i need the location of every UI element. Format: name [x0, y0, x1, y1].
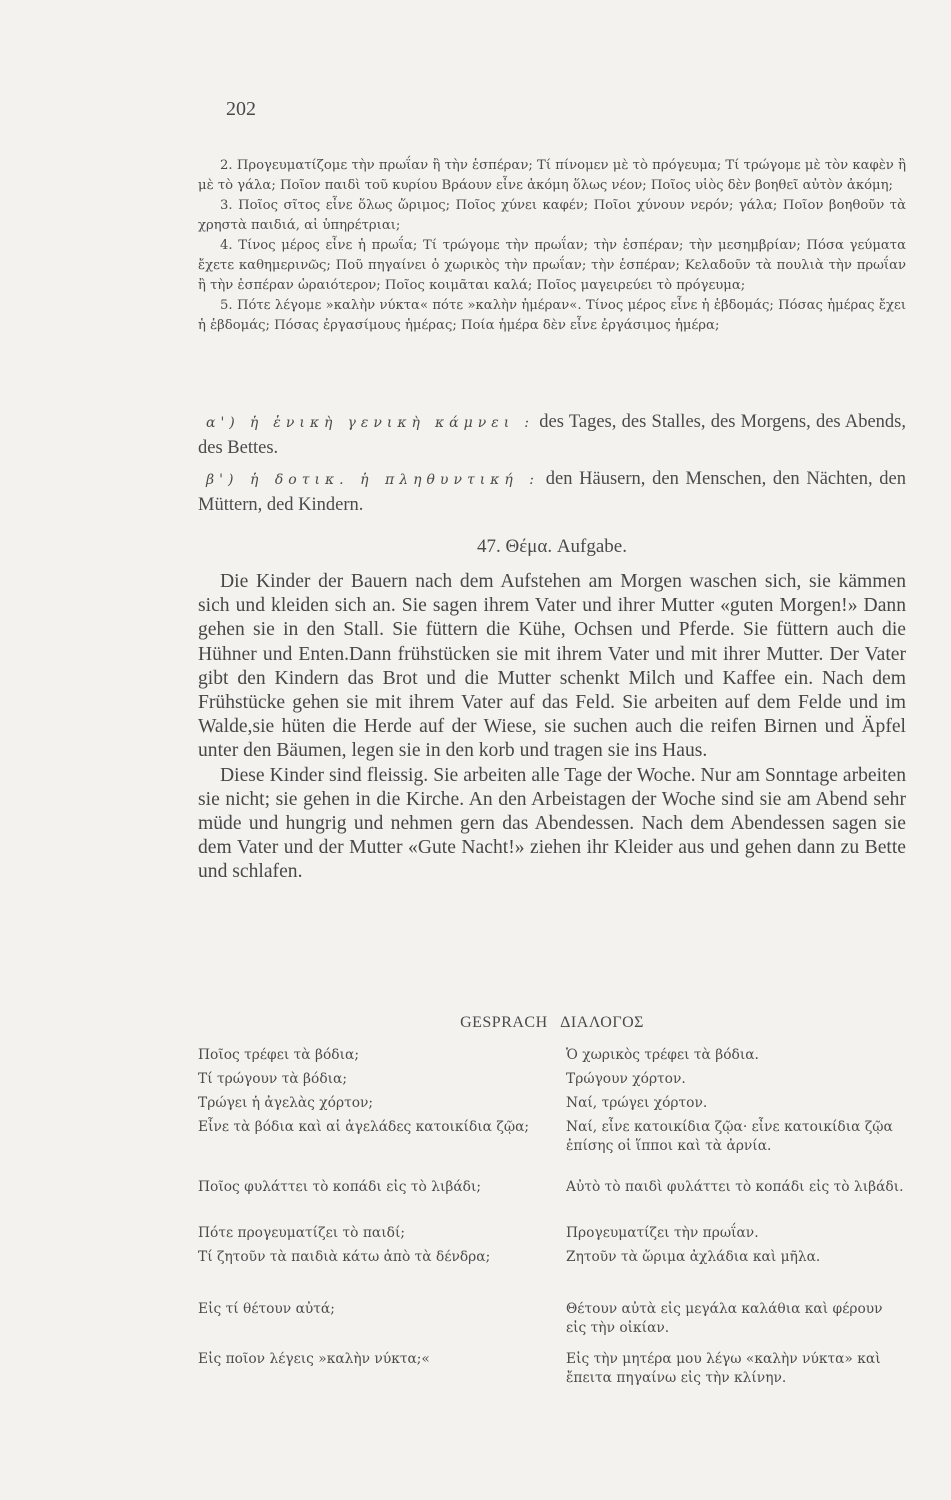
dialog-question: Τί τρώγουν τὰ βόδια;: [198, 1071, 348, 1087]
grammar-note-b: [198, 467, 906, 518]
dialog-question: Ποῖος τρέφει τὰ βόδια;: [198, 1047, 359, 1063]
german-paragraph: Die Kinder der Bauern nach dem Aufstehen am Morgen waschen sich, sie kämmen sich und kleiden sich an. Sie sagen ihrem Vater und ihrer Mutter «guten Morgen!» Dann gehen sie in den Stall. Sie füttern die Kühe, Ochsen und Pferde. Sie füttern auch die Hühner und Enten.Dann frühstücken sie mit ihrem Vater und mit ihrer Mutter. Der Vater gibt den Kindern das Brot und die Mutter schenkt Milch und Kaffee ein. Nach dem Frühstücke gehen sie mit ihrem Vater auf das Feld. Sie arbeiten auf dem Felde und im Walde,sie hüten die Herde auf der Wiese, sie suchen auch die reifen Birnen und Äpfel unter den Bäumen, legen sie in den korb und tragen sie ins Haus.: [198, 571, 906, 762]
dialog-question: Τί ζητοῦν τὰ παιδιὰ κάτω ἀπὸ τὰ δένδρα;: [198, 1249, 491, 1265]
dialog-question: Εἶνε τὰ βόδια καὶ αἱ ἀγελάδες κατοικίδια ζῷα;: [198, 1119, 530, 1135]
dialog-question: Ποῖος φυλάττει τὸ κοπάδι εἰς τὸ λιβάδι;: [198, 1179, 482, 1195]
greek-questions: [198, 156, 906, 336]
grammar-label-b: β') ἡ δοτικ. ἡ πληθυντική :: [206, 472, 540, 488]
question-paragraph: 2. Προγευματίζομε τὴν πρωΐαν ἢ τὴν ἑσπέραν; Τί πίνομεν μὲ τὸ πρόγευμα; Τί τρώγομε μὲ τὸν καφὲν ἢ μὲ τὸ γάλα; Ποῖον παιδὶ τοῦ κυρίου Βράουν εἶνε ἀκόμη ὅλως νέον; Ποῖος υἱὸς δὲν βοηθεῖ αὐτὸν ἀκόμη;: [198, 158, 906, 193]
grammar-text-a: des Tages, des Stalles, des Morgens, des Abends, des Bettes.: [198, 412, 906, 458]
grammar-note-a: [198, 410, 906, 461]
dialog-answer: Τρώγουν χόρτον.: [566, 1071, 686, 1087]
section-title: 47. Θέμα. Aufgabe.: [476, 536, 627, 557]
dialog-question: Τρώγει ἡ ἀγελὰς χόρτον;: [198, 1095, 374, 1111]
dialog-question: Εἰς τί θέτουν αὐτά;: [198, 1301, 335, 1317]
dialog-answer: Θέτουν αὐτὰ εἰς μεγάλα καλάθια καὶ φέρουν εἰς τὴν οἰκίαν.: [566, 1301, 883, 1336]
dialog-header: [198, 1014, 906, 1032]
dialog-question: Εἰς ποῖον λέγεις »καλὴν νύκτα;«: [198, 1351, 430, 1367]
dialog-question: Πότε προγευματίζει τὸ παιδί;: [198, 1225, 406, 1241]
question-paragraph: 3. Ποῖος σῖτος εἶνε ὅλως ὥριμος; Ποῖος χύνει καφέν; Ποῖοι χύνουν νερόν; γάλα; Ποῖον βοηθοῦν τὰ χρηστὰ παιδιά, αἱ ὑπηρέτριαι;: [198, 198, 906, 233]
grammar-label-a: α') ἡ ἑνικὴ γενικὴ κάμνει :: [206, 415, 535, 431]
dialog-answer: Εἰς τὴν μητέρα μου λέγω «καλὴν νύκτα» καὶ ἔπειτα πηγαίνω εἰς τὴν κλίνην.: [566, 1351, 881, 1386]
dialog-answer: Αὐτὸ τὸ παιδὶ φυλάττει τὸ κοπάδι εἰς τὸ λιβάδι.: [566, 1179, 904, 1195]
page-number: 202: [226, 98, 256, 120]
dialog-header-german: GESPRACH: [460, 1014, 548, 1031]
dialog-answer: Ζητοῦν τὰ ὥριμα ἀχλάδια καὶ μῆλα.: [566, 1249, 821, 1265]
dialog-answer: Ναί, εἶνε κατοικίδια ζῷα· εἶνε κατοικίδια ζῷα ἐπίσης οἱ ἵπποι καὶ τὰ ἀρνία.: [566, 1119, 893, 1154]
grammar-text-b: den Häusern, den Menschen, den Nächten, den Müttern, ded Kindern.: [198, 469, 907, 515]
dialog-answer: Ναί, τρώγει χόρτον.: [566, 1095, 708, 1111]
dialog-header-greek: ΔΙΑΛΟΓΟΣ: [560, 1014, 644, 1031]
dialog-answer: Ὁ χωρικὸς τρέφει τὰ βόδια.: [566, 1047, 759, 1063]
grammar-notes: [198, 410, 906, 524]
dialog-answer: Προγευματίζει τὴν πρωΐαν.: [566, 1225, 759, 1241]
german-paragraph: Diese Kinder sind fleissig. Sie arbeiten alle Tage der Woche. Nur am Sonntage arbeiten sie nicht; sie gehen in die Kirche. An den Arbeistagen der Woche sind sie am Abend sehr müde und hungrig und nehmen gern das Abendessen. Nach dem Abendessen sagen sie dem Vater und der Mutter «Gute Nacht!» ziehen ihr Kleider aus und gehen dann zu Bette und schlafen.: [198, 764, 906, 883]
german-exercise-text: [198, 570, 906, 885]
question-paragraph: 5. Πότε λέγομε »καλὴν νύκτα« πότε »καλὴν ἡμέραν«. Τίνος μέρος εἶνε ἡ ἑβδομάς; Πόσας ἡμέρας ἔχει ἡ ἑβδομάς; Πόσας ἐργασίμους ἡμέρας; Ποία ἡμέρα δὲν εἶνε ἐργάσιμος ἡμέρα;: [198, 298, 906, 333]
question-paragraph: 4. Τίνος μέρος εἶνε ἡ πρωΐα; Τί τρώγομε τὴν πρωΐαν; τὴν ἑσπέραν; τὴν μεσημβρίαν; Πόσα γεύματα ἔχετε καθημερινῶς; Ποῦ πηγαίνει ὁ χωρικὸς τὴν πρωΐαν; τὴν ἑσπέραν; Κελαδοῦν τὰ πουλιὰ τὴν πρωΐαν ἢ τὴν ἑσπέραν ὡραιότερον; Ποῖος κοιμᾶται καλά; Ποῖος μαγειρεύει τὸ πρόγευμα;: [198, 238, 906, 293]
